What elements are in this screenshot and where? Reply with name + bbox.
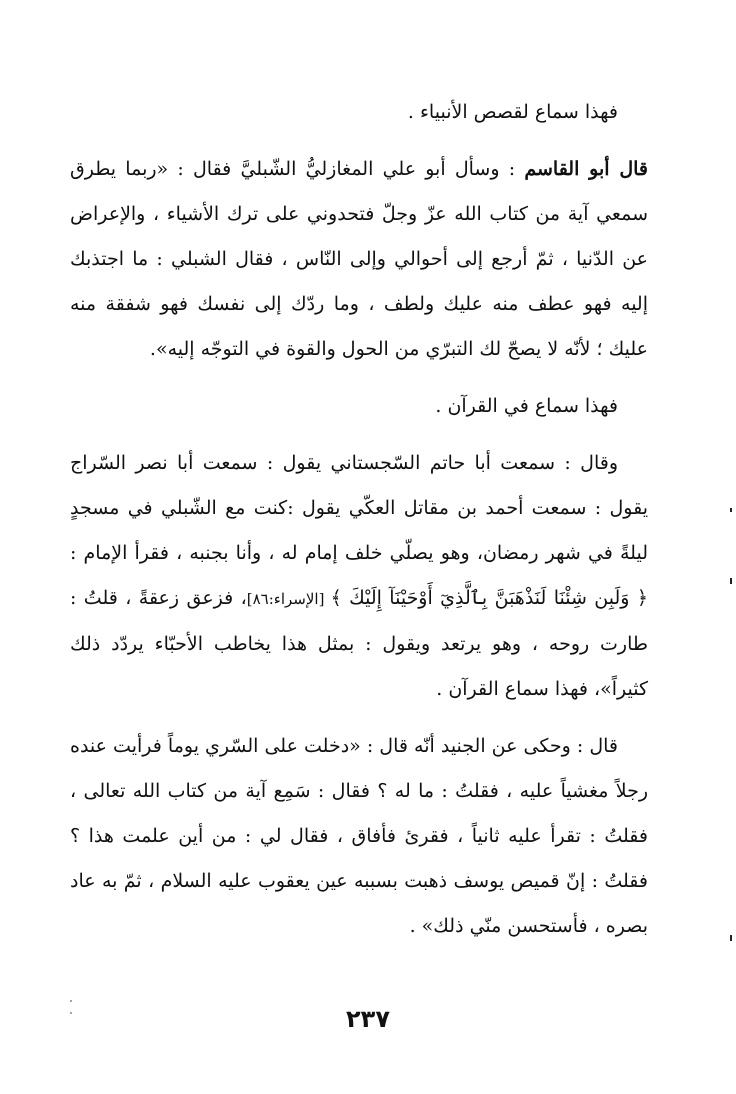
- verse-citation: [الإسراء:٨٦]: [246, 590, 331, 608]
- scan-edge-mark: [730, 578, 732, 584]
- page-number: ٢٣٧: [346, 1005, 390, 1033]
- scan-edge-mark: [730, 935, 732, 941]
- paragraph-text: قال : وحكى عن الجنيد أنّه قال : «دخلت على السّري يوماً فرأيت عنده رجلاً مغشياً عليه ، فقلتُ : ما له ؟ فقال : سَمِع آية من كتاب الله تعالى ، فقلتُ : تقرأ عليه ثانياً ، فقرئ فأفاق ، فقال لي : من أين علمت هذا ؟ فقلتُ : إنّ قميص يوسف ذهبت بسببه عين يعقوب عليه السلام ، ثمّ به عاد بصره ، فأستحسن منّي ذلك» .: [70, 735, 648, 937]
- paragraph-text-before: وقال : سمعت أبا حاتم السّجستاني يقول : سمعت أبا نصر السّراج يقول : سمعت أحمد بن مقاتل العكّي يقول :كنت مع الشّبلي في مسجدٍ ليلةً في شهر رمضان، وهو يصلّي خلف إمام له ، وأنا بجنبه ، فقرأ الإمام :: [70, 452, 648, 564]
- paragraph-abu-al-qasim: [70, 147, 648, 372]
- paragraph-text-after: ، فزعق زعقةً ، قلتُ : طارت روحه ، وهو يرتعد ويقول : بمثل هذا يخاطب الأحبّاء يردّد ذلك كثيراً»، فهذا سماع القرآن .: [70, 587, 648, 700]
- paragraph-text: فهذا سماع لقصص الأنبياء .: [407, 101, 618, 123]
- paragraph-text: فهذا سماع في القرآن .: [435, 395, 618, 417]
- page-body: [70, 90, 648, 961]
- paragraph-junayd-story: [70, 724, 648, 949]
- paragraph-quran-hearing: [70, 384, 648, 429]
- quran-verse: ﴿ وَلَبِن شِئْنَا لَنَذْهَبَنَّ بِٱلَّذِيٓ أَوْحَيْنَآ إِلَيْكَ ﴾: [330, 587, 648, 609]
- scan-speck: [70, 1000, 72, 1002]
- paragraph-text: : وسأل أبو علي المغازليُّ الشّبليَّ فقال : «ربما يطرق سمعي آية من كتاب الله عزّ وجلّ فتحدوني على ترك الأشياء ، والإعراض عن الدّنيا ، ثمّ أرجع إلى أحوالي وإلى النّاس ، فقال الشبلي : ما اجتذبك إليه فهو عطف منه عليك ولطف ، وما ردّك إلى نفسك فهو شفقة منه عليك ؛ لأنّه لا يصحّ لك التبرّي من الحول والقوة في التوجّه إليه».: [70, 158, 648, 360]
- paragraph-prophets-hearing: [70, 90, 648, 135]
- speaker-name: قال أبو القاسم: [524, 158, 648, 180]
- scan-speck: [70, 1012, 72, 1014]
- scan-edge-mark: [730, 508, 732, 512]
- paragraph-shibli-mosque: [70, 441, 648, 712]
